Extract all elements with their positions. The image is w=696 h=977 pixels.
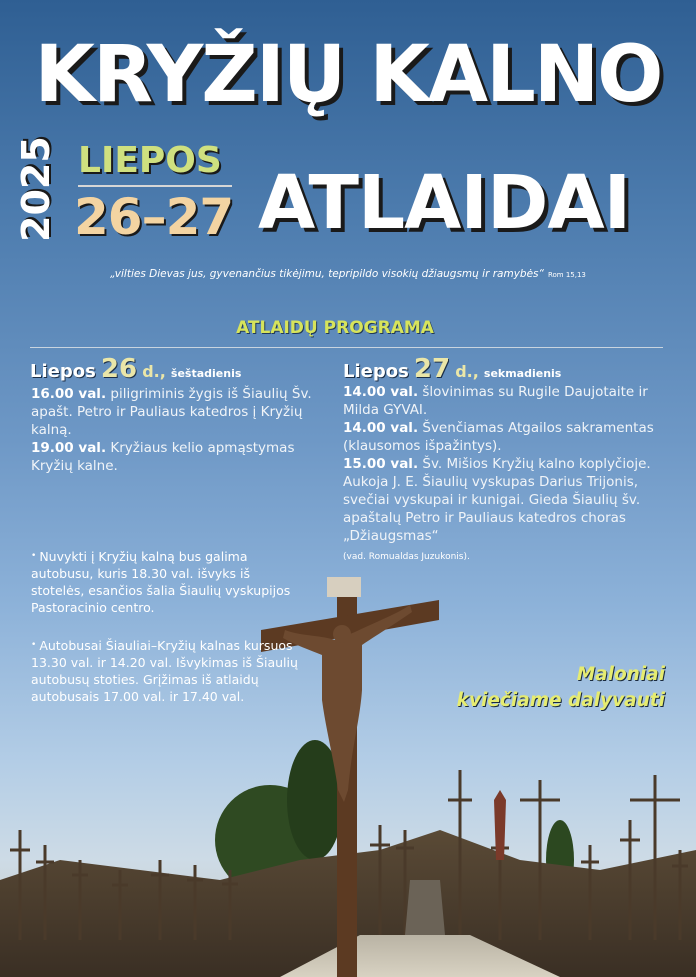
day1-weekday: šeštadienis — [170, 367, 242, 380]
dates-label: 26–27 — [74, 188, 234, 246]
schedule-text: šlovinimas su Rugile Daujotaite ir Milda GYVAI. — [343, 384, 648, 418]
schedule-time: 14.00 val. — [343, 420, 419, 436]
schedule-item — [343, 383, 673, 419]
bus-note-2 — [31, 637, 301, 705]
schedule-text: Švenčiamas Atgailos sakramentas (klausomos išpažintys). — [343, 420, 654, 454]
day2-schedule — [343, 383, 673, 545]
day1-heading — [30, 356, 241, 382]
schedule-item — [31, 385, 331, 439]
schedule-item — [343, 455, 673, 545]
day1-suffix: d., — [142, 362, 166, 381]
schedule-time: 16.00 val. — [31, 386, 107, 402]
schedule-time: 19.00 val. — [31, 440, 107, 456]
day1-schedule — [31, 385, 331, 475]
day2-number: 27 — [413, 354, 451, 384]
schedule-item — [343, 419, 673, 455]
year-label: 2025 — [14, 136, 58, 242]
schedule-text: Šv. Mišios Kryžių kalno koplyčioje. Aukoja J. E. Šiaulių vyskupas Darius Trijonis, svečiai vyskupai ir kunigai. Gieda Šiaulių šv. apaštalų Petro ir Pauliaus katedros choras „Džiaugsmas“ — [343, 456, 651, 544]
bullet-icon: • — [31, 640, 37, 650]
poster-subtitle: ATLAIDAI — [258, 160, 631, 246]
poster-title: KRYŽIŲ KALNO — [34, 30, 662, 120]
quote-reference: Rom 15,13 — [547, 271, 586, 279]
program-divider — [30, 347, 663, 348]
statue — [494, 790, 506, 860]
month-label: LIEPOS — [78, 140, 222, 181]
bus-note-1 — [31, 548, 301, 616]
schedule-time: 14.00 val. — [343, 384, 419, 400]
invite-line-2: kviečiame dalyvauti — [456, 690, 665, 711]
invite-line-1: Maloniai — [576, 664, 665, 685]
schedule-item — [31, 439, 331, 475]
program-title: ATLAIDŲ PROGRAMA — [236, 318, 434, 338]
scripture-quote — [0, 268, 696, 280]
schedule-text: piligriminis žygis iš Šiaulių Šv. apašt. Petro ir Pauliaus katedros į Kryžių kalną. — [31, 386, 312, 438]
day1-number: 26 — [100, 354, 138, 384]
day2-heading — [343, 356, 561, 382]
invitation — [420, 662, 665, 714]
day2-month: Liepos — [343, 361, 409, 382]
day2-suffix: d., — [455, 362, 479, 381]
note-text: Autobusai Šiauliai–Kryžių kalnas kursuos 13.30 val. ir 14.20 val. Išvykimas iš Šiaulių autobusų stoties. Grįžimas iš atlaidų autobusais 17.00 val. ir 17.40 val. — [31, 638, 298, 704]
note-text: Nuvykti į Kryžių kalną bus galima autobusu, kuris 18.30 val. išvyks iš stotelės, esančios šalia Šiaulių vyskupijos Pastoracinio centro. — [31, 549, 291, 615]
month-divider — [78, 185, 232, 187]
schedule-time: 15.00 val. — [343, 456, 419, 472]
schedule-text: Kryžiaus kelio apmąstymas Kryžių kalne. — [31, 440, 295, 474]
bullet-icon: • — [31, 551, 37, 561]
day1-month: Liepos — [30, 361, 96, 382]
day2-weekday: sekmadienis — [483, 367, 562, 380]
quote-text: „vilties Dievas jus, gyvenančius tikėjimu, tepripildo visokių džiaugsmų ir ramybės“ — [110, 268, 544, 280]
choir-director-note: (vad. Romualdas Juzukonis). — [343, 552, 470, 562]
